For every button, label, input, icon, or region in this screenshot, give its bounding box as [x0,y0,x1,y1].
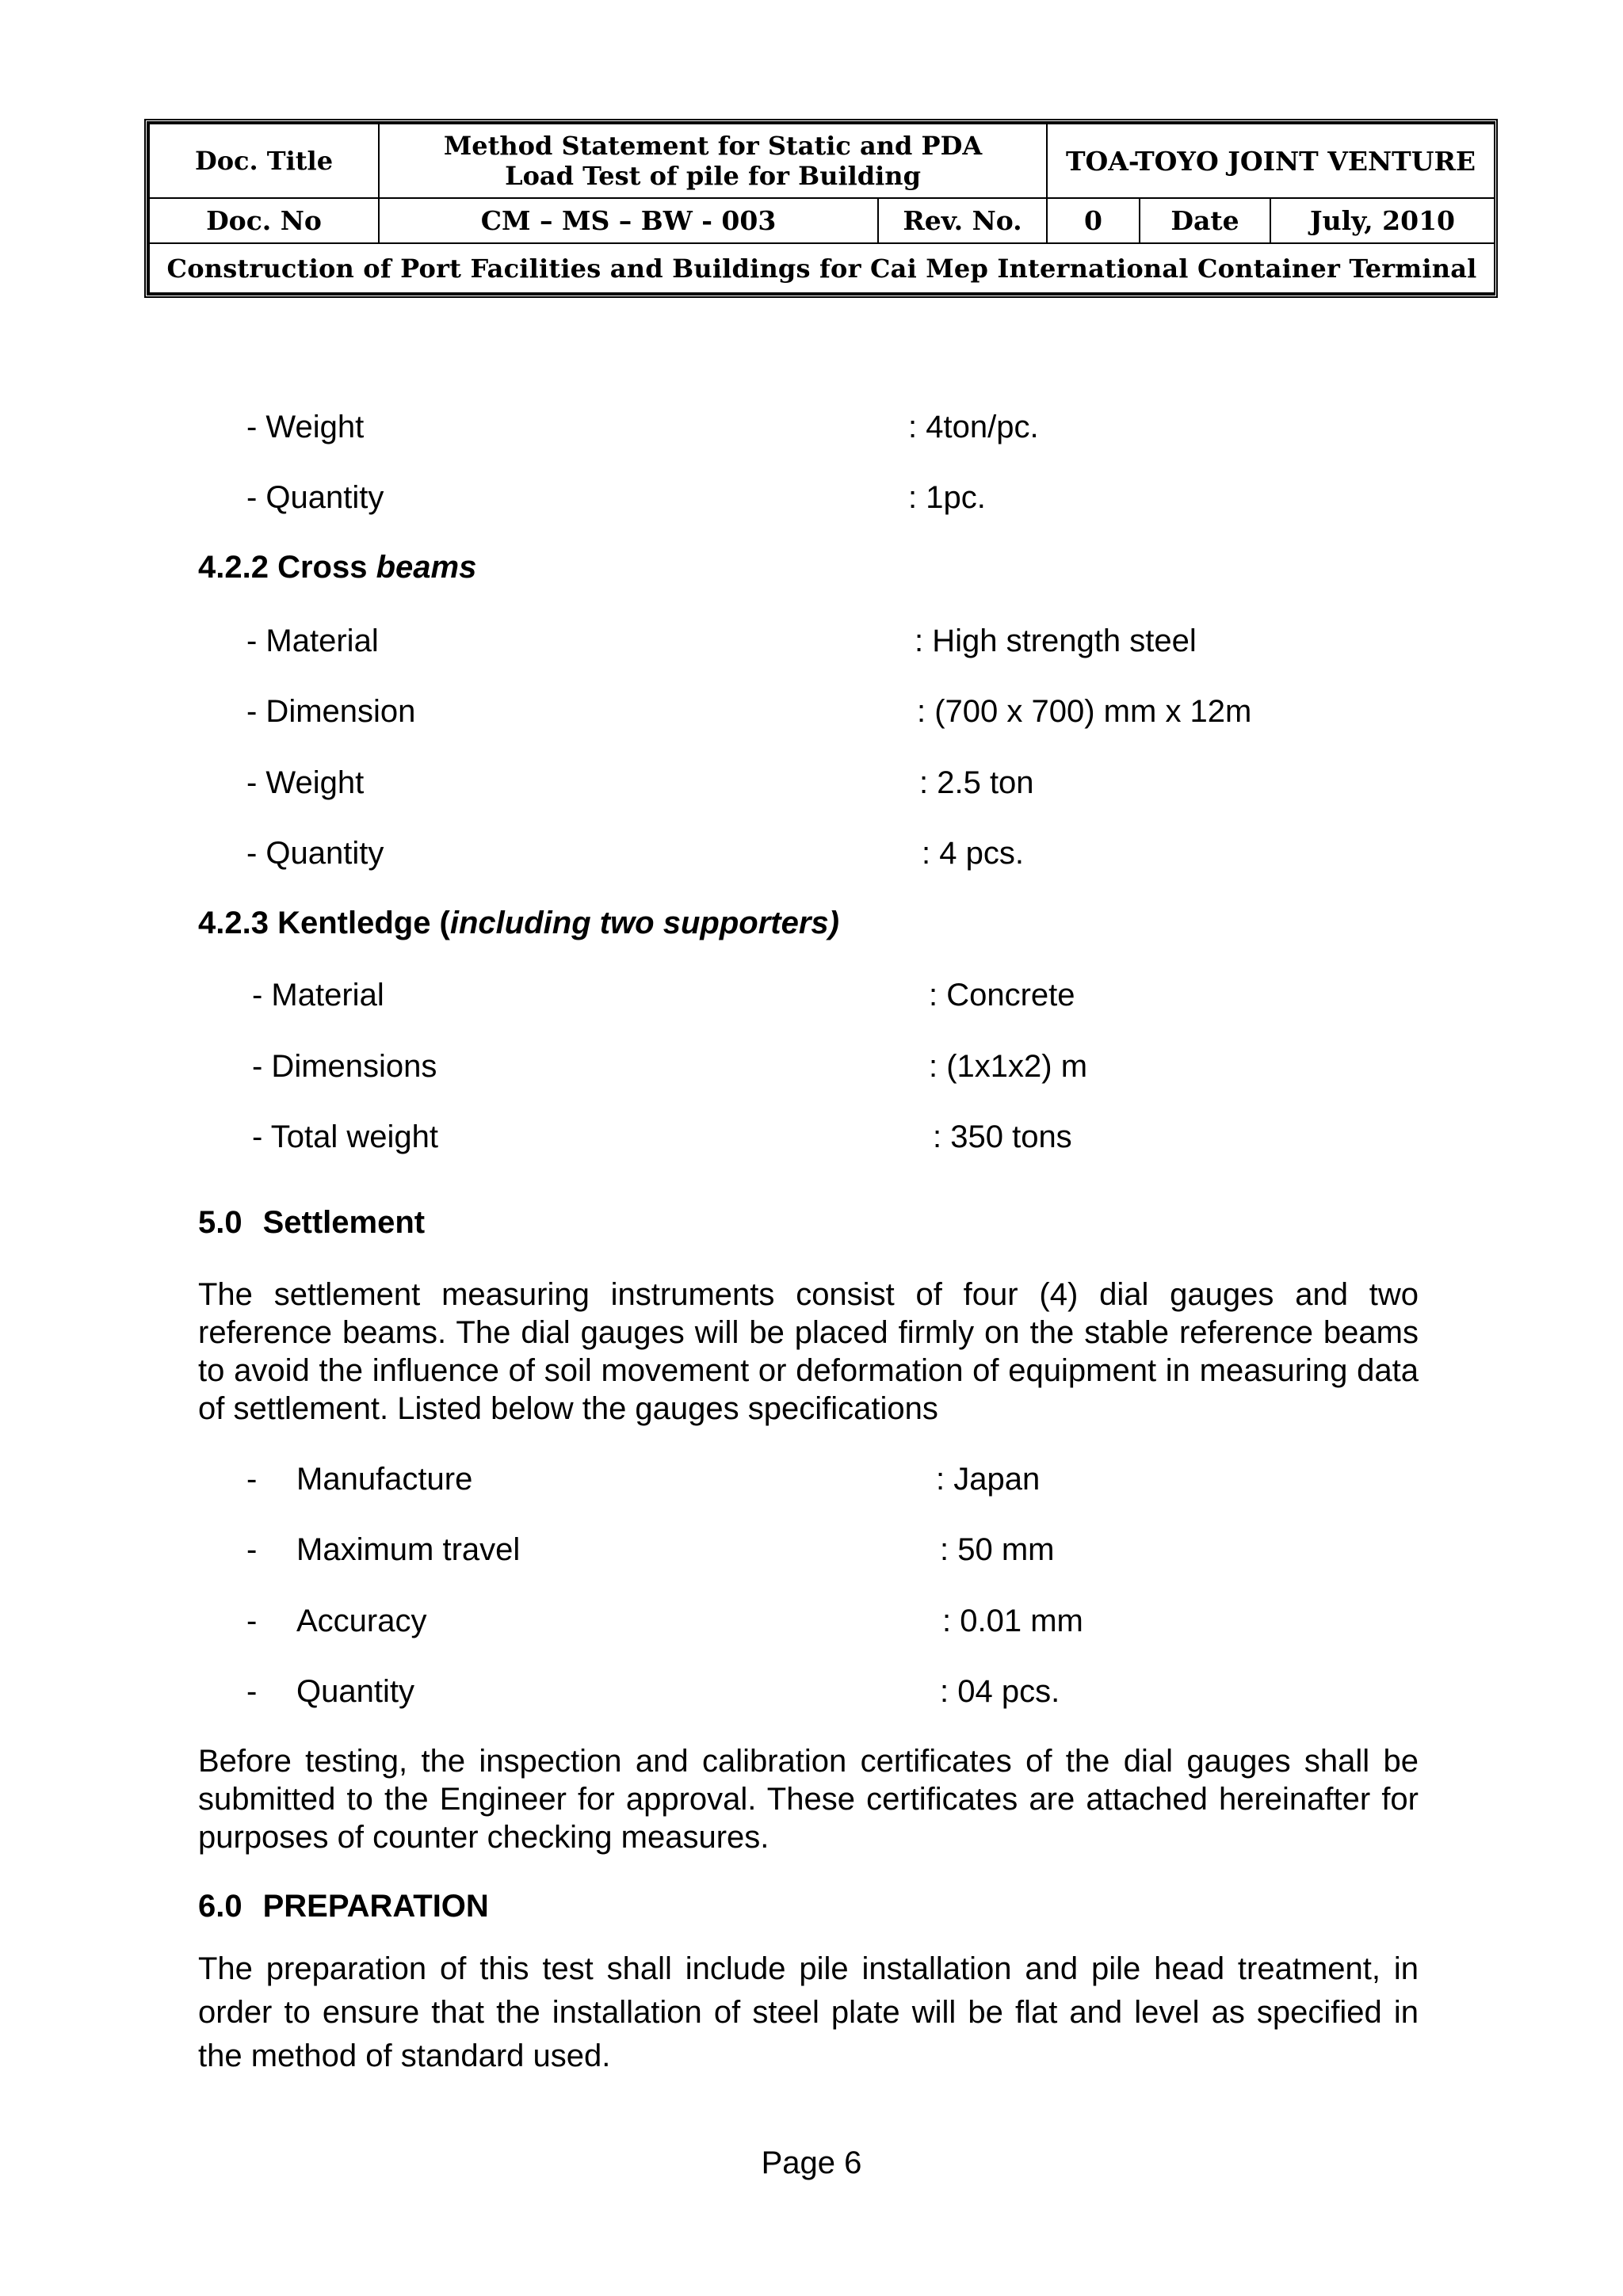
section-heading-6 [198,1889,489,1924]
document-header [144,119,1498,298]
project-name: Construction of Port Facilities and Buildings for Cai Mep International Container Terminal [149,243,1495,293]
spec-label: Maximum travel [296,1532,521,1567]
section-number: 5.0 [198,1205,242,1240]
spec-value: : (1x1x2) m [929,1049,1088,1084]
doc-title-line1: Method Statement for Static and PDA [443,131,983,162]
section-heading-5 [198,1205,425,1241]
section-number: 4.2.3 Kentledge ( [198,906,450,940]
bullet-dash: - [246,1532,258,1567]
spec-value: : 350 tons [933,1119,1072,1154]
header-table [148,123,1495,294]
section-number: 6.0 [198,1889,242,1924]
spec-value: : 0.01 mm [942,1604,1083,1638]
spec-value: : Japan [936,1462,1041,1497]
section-title: beams [376,550,477,585]
spec-label: Accuracy [296,1604,427,1638]
doc-title [379,124,1047,198]
doc-no-label: Doc. No [149,198,379,243]
doc-title-label: Doc. Title [149,124,379,198]
spec-label: Quantity [296,1674,414,1709]
spec-label: - Weight [246,410,365,444]
page-number: Page 6 [761,2145,862,2180]
spec-label: - Dimension [246,694,416,729]
date-label: Date [1140,198,1270,243]
rev-label: Rev. No. [878,198,1047,243]
section-title: Settlement [262,1205,426,1240]
spec-value: : (700 x 700) mm x 12m [917,694,1252,729]
section-number: 4.2.2 Cross [198,550,376,585]
spec-value: : 4 pcs. [922,836,1024,871]
bullet-dash: - [246,1604,258,1638]
bullet-dash: - [246,1462,258,1497]
certificate-paragraph: Before testing, the inspection and calibration certificates of the dial gauges shall be submitted to the Engineer for approval. These certificates are attached hereinafter for purposes of counter checking measures. [198,1744,1419,1855]
spec-value: : 1pc. [908,480,986,515]
spec-label: - Quantity [246,836,384,871]
spec-label: - Material [246,624,379,658]
doc-no: CM – MS – BW - 003 [379,198,878,243]
spec-value: : 4ton/pc. [908,410,1039,444]
doc-title-line2: Load Test of pile for Building [505,161,921,192]
bullet-dash: - [246,1674,258,1709]
spec-value: : 50 mm [940,1532,1055,1567]
section-title: including two supporters) [449,906,839,940]
section-heading-4-2-3 [198,906,839,941]
rev-value: 0 [1047,198,1140,243]
section-title: PREPARATION [262,1889,489,1924]
company-name: TOA-TOYO JOINT VENTURE [1047,124,1495,198]
preparation-paragraph: The preparation of this test shall include pile installation and pile head treatment, in order to ensure that the installation of steel plate will be flat and level as specified in the method of standard used. [198,1951,1419,2073]
date-value: July, 2010 [1270,198,1495,243]
spec-label: Manufacture [296,1462,473,1497]
spec-label: - Weight [246,765,365,800]
spec-label: - Material [252,978,384,1013]
spec-value: : 2.5 ton [919,765,1034,800]
spec-value: : Concrete [929,978,1075,1013]
spec-value: : High strength steel [915,624,1197,658]
section-heading-4-2-2 [198,550,476,585]
settlement-paragraph: The settlement measuring instruments consist of four (4) dial gauges and two reference beams. The dial gauges will be placed firmly on the stable reference beams to avoid the influence of soil movement or deformation of equipment in measuring data of settlement. Listed below the gauges specifications [198,1277,1419,1426]
spec-label: - Dimensions [252,1049,437,1084]
spec-label: - Total weight [252,1119,438,1154]
spec-label: - Quantity [246,480,384,515]
spec-value: : 04 pcs. [940,1674,1060,1709]
